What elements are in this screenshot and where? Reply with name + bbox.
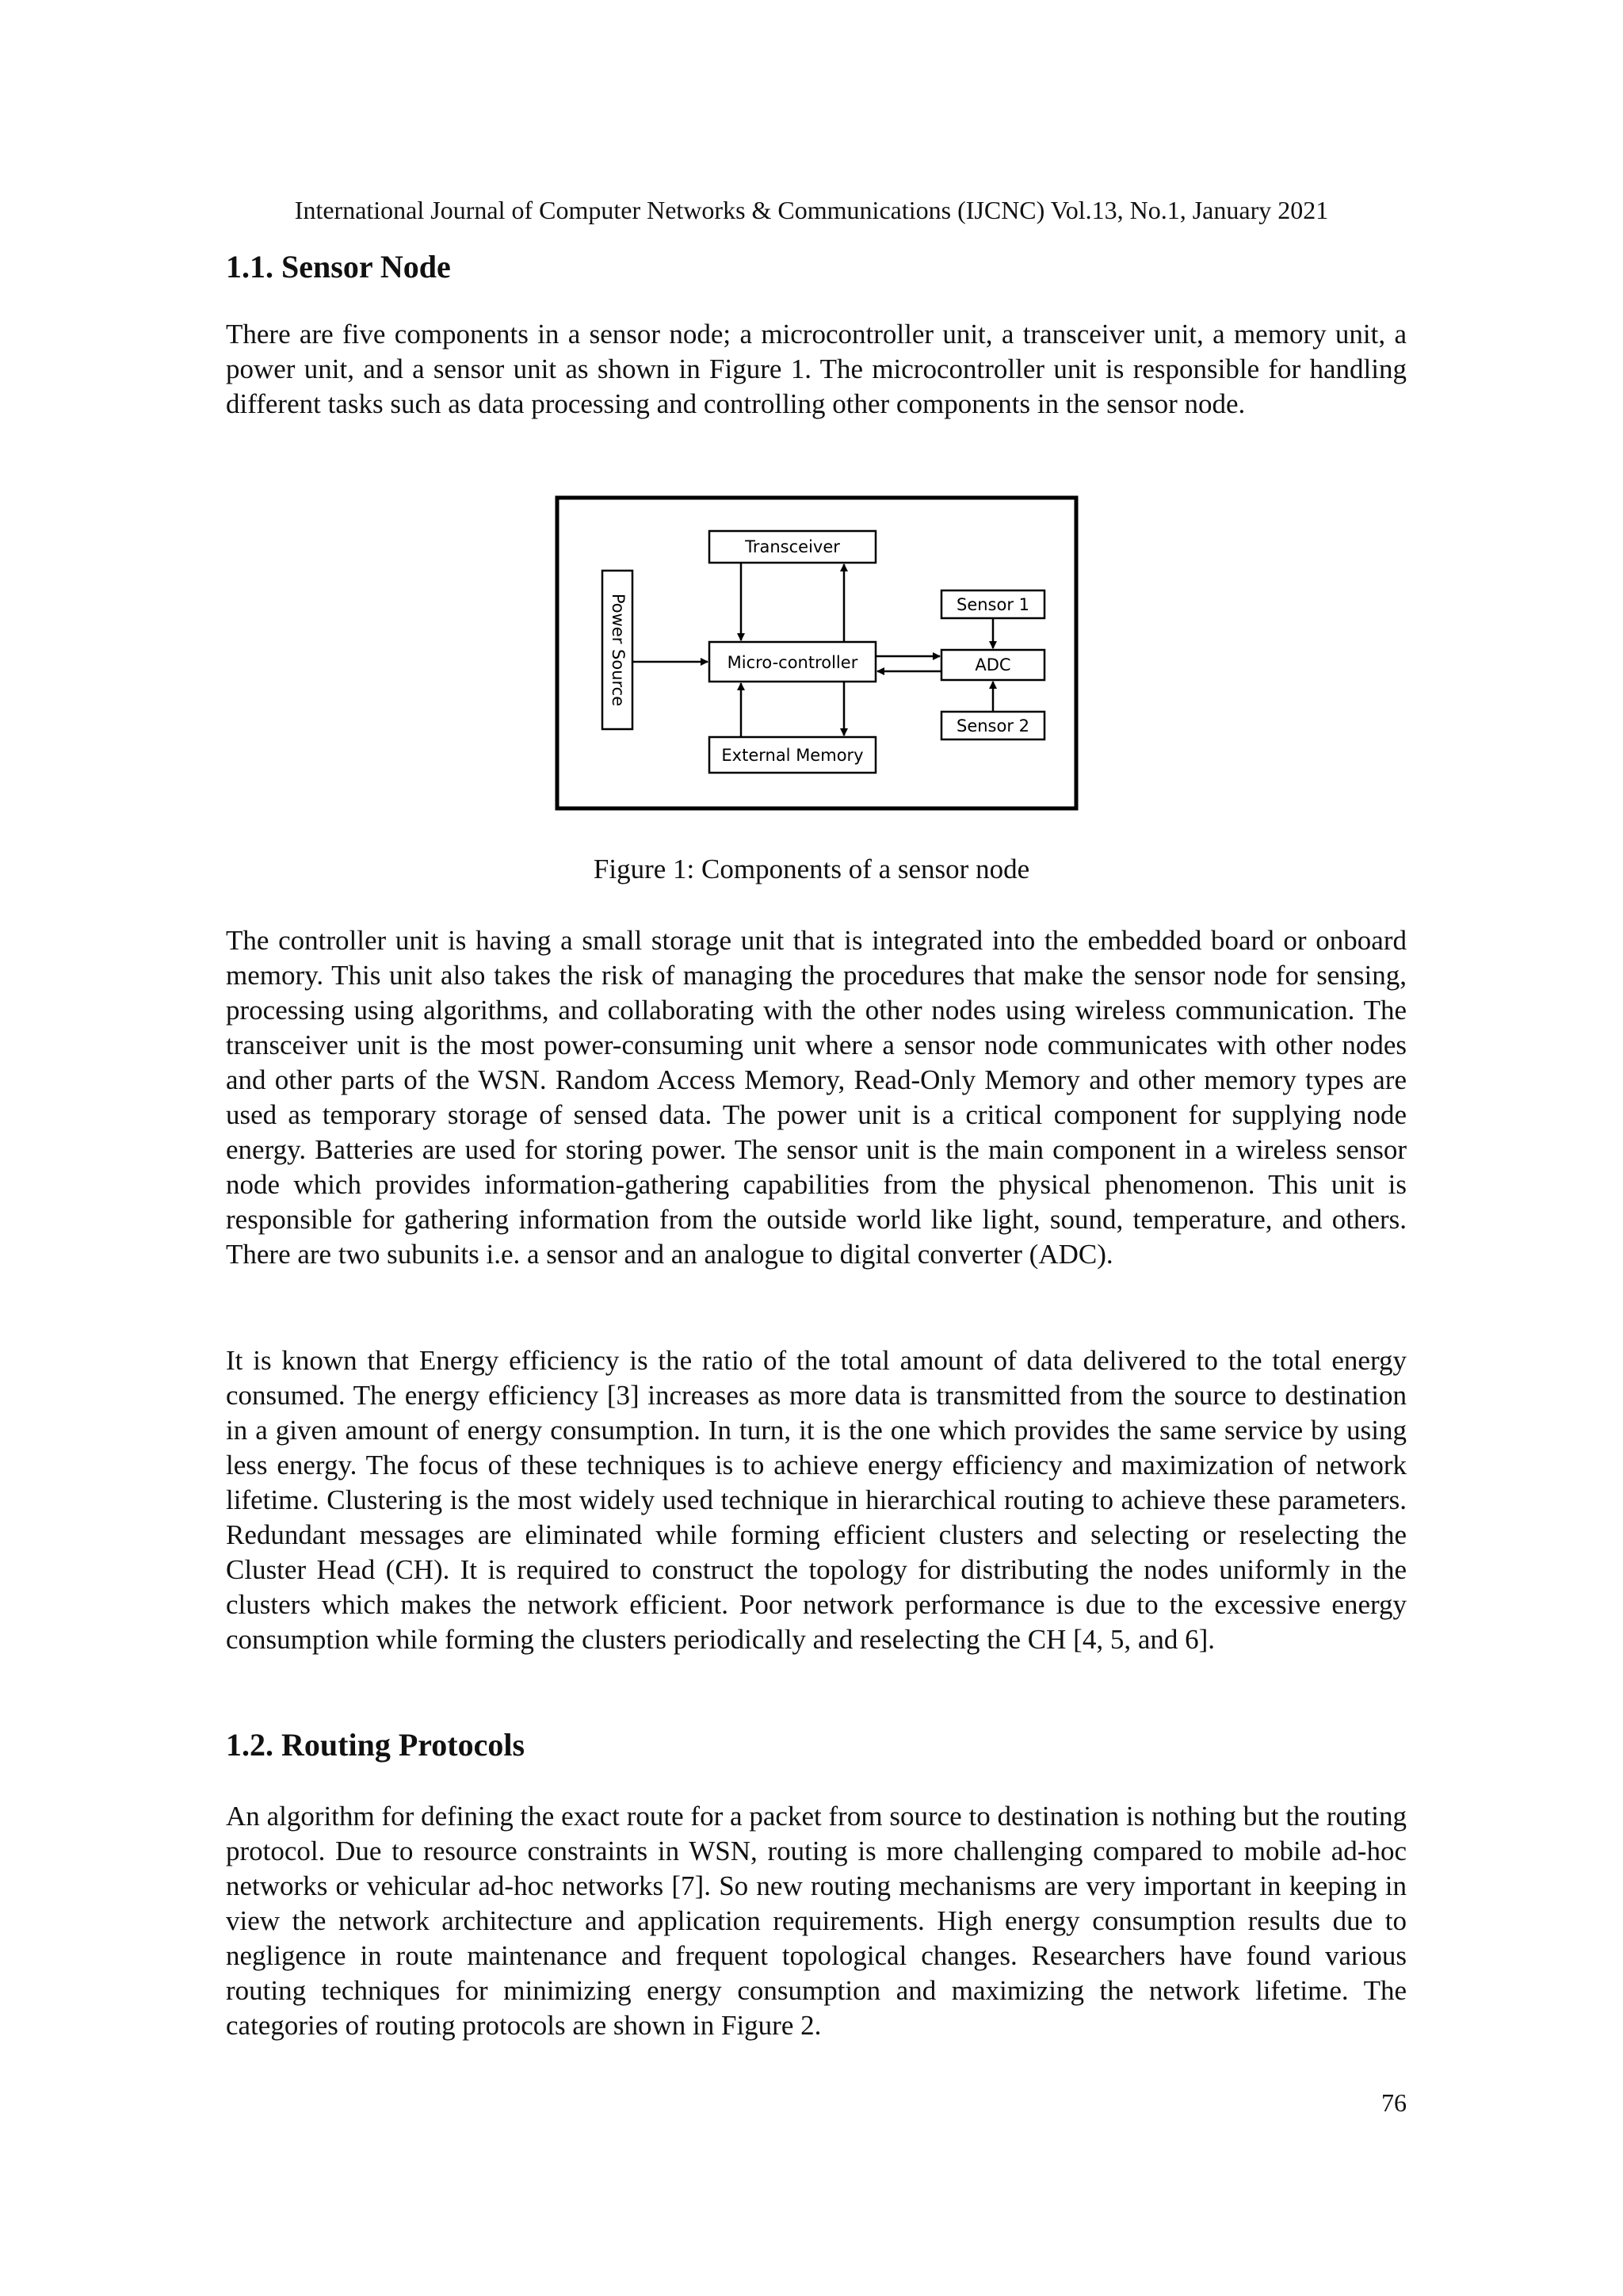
transceiver-label: Transceiver (745, 537, 840, 556)
sensor2-label: Sensor 2 (956, 716, 1030, 735)
journal-header: International Journal of Computer Networks & Communications (IJCNC) Vol.13, No.1, January 2021 (294, 196, 1329, 224)
paragraph-routing-protocols: An algorithm for defining the exact route for a packet from source to destination is nothing but the routing protocol. Due to resource constraints in WSN, routing is more challenging compared to mobile ad-hoc networks or vehicular ad-hoc networks [7]. So new routing mechanisms are very important in keeping in view the network architecture and application requirements. High energy consumption results due to negligence in route maintenance and frequent topological changes. Researchers have found various routing techniques for minimizing energy consumption and maximizing the network lifetime. The categories of routing protocols are shown in Figure 2. (226, 1801, 1407, 2041)
figure1-caption: Figure 1: Components of a sensor node (593, 854, 1030, 884)
microcontroller-label: Micro-controller (727, 653, 858, 672)
page-number: 76 (1381, 2088, 1407, 2117)
power-source-label: Power Source (609, 593, 628, 707)
section-title-routing-protocols: 1.2. Routing Protocols (226, 1727, 525, 1763)
sensor1-label: Sensor 1 (956, 595, 1030, 614)
figure-sensor-node-components (555, 495, 1082, 812)
section-title-sensor-node: 1.1. Sensor Node (226, 249, 451, 285)
external-memory-label: External Memory (721, 746, 864, 765)
paragraph-controller-unit: The controller unit is having a small storage unit that is integrated into the embedded board or onboard memory. This unit also takes the risk of managing the procedures that make the sensor node for sensing, processing using algorithms, and collaborating with the other nodes using wireless communication. The transceiver unit is the most power-consuming unit where a sensor node communicates with other nodes and other parts of the WSN. Random Access Memory, Read-Only Memory and other memory types are used as temporary storage of sensed data. The power unit is a critical component for supplying node energy. Batteries are used for storing power. The sensor unit is the main component in a wireless sensor node which provides information-gathering capabilities from the physical phenomenon. This unit is responsible for gathering information from the outside world like light, sound, temperature, and others. There are two subunits i.e. a sensor and an analogue to digital converter (ADC). (226, 925, 1407, 1270)
adc-label: ADC (975, 655, 1011, 674)
paragraph-sensor-node-intro: There are five components in a sensor node; a microcontroller unit, a transceiver unit, a memory unit, a power unit, and a sensor unit as shown in Figure 1. The microcontroller unit is responsible for handling different tasks such as data processing and controlling other components in the sensor node. (226, 319, 1407, 419)
paragraph-energy-efficiency: It is known that Energy efficiency is the ratio of the total amount of data delivered to the total energy consumed. The energy efficiency [3] increases as more data is transmitted from the source to destination in a given amount of energy consumption. In turn, it is the one which provides the same service by using less energy. The focus of these techniques is to achieve energy efficiency and maximization of network lifetime. Clustering is the most widely used technique in hierarchical routing to achieve these parameters. Redundant messages are eliminated while forming efficient clusters and selecting or reselecting the Cluster Head (CH). It is required to construct the topology for distributing the nodes uniformly in the clusters which makes the network efficient. Poor network performance is due to the excessive energy consumption while forming the clusters periodically and reselecting the CH [4, 5, and 6]. (226, 1345, 1407, 1655)
